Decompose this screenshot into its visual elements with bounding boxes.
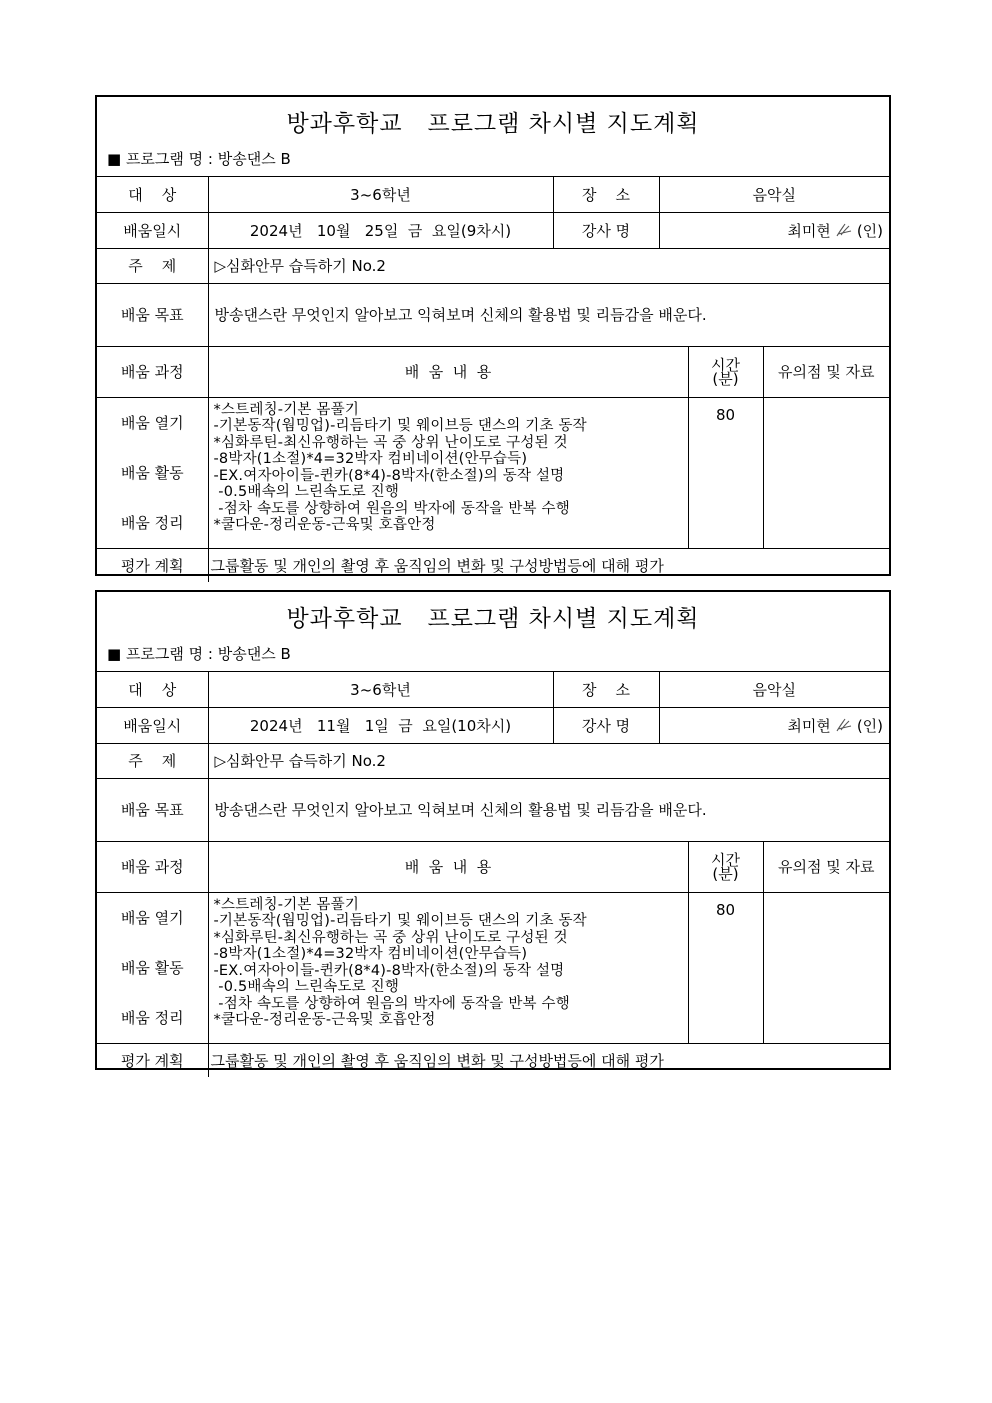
step-close: 배움 정리 [120, 514, 184, 532]
teacher-seal: (인) [856, 221, 884, 240]
time-label-bottom: (분) [712, 369, 739, 388]
content-line: -8박자(1소절)*4=32박자 컴비네이션(안무습득) [213, 946, 528, 962]
plan-title: 방과후학교 프로그램 차시별 지도계획 [286, 606, 700, 632]
place-label: 장 소 [553, 672, 659, 707]
program-name: ■ 프로그램 명 : 방송댄스 B [107, 645, 291, 663]
step-activity: 배움 활동 [120, 959, 184, 977]
goal-label: 배움 목표 [97, 778, 208, 841]
signature-icon [835, 717, 853, 733]
time-value: 80 [688, 397, 763, 548]
time-value: 80 [688, 892, 763, 1043]
place-label: 장 소 [553, 177, 659, 212]
teacher-label: 강사 명 [553, 212, 659, 248]
steps-cell [97, 397, 208, 548]
content-line: *스트레칭-기본 몸풀기 [213, 896, 360, 913]
signature-icon [835, 222, 853, 238]
content-line: -0.5배속의 느린속도로 진행 [213, 484, 400, 500]
content-line: *심화루틴-최신유행하는 곡 중 상위 난이도로 구성된 것 [213, 929, 568, 946]
goal-value: 방송댄스란 무엇인지 알아보고 익혀보며 신체의 활용법 및 리듬감을 배운다. [208, 778, 889, 841]
teacher-name: 최미현 [787, 221, 831, 240]
teacher-seal: (인) [856, 716, 884, 735]
time-label-top: 시간 [711, 850, 740, 869]
step-open: 배움 열기 [120, 909, 184, 927]
steps-cell [97, 892, 208, 1043]
content-label: 배 움 내 용 [208, 841, 688, 892]
content-line: -EX.여자아이들-퀸카(8*4)-8박자(한소절)의 동작 설명 [213, 467, 565, 484]
topic-label: 주 제 [97, 743, 208, 778]
teacher-label: 강사 명 [553, 707, 659, 743]
notes-label: 유의점 및 자료 [763, 346, 889, 397]
content-line: -8박자(1소절)*4=32박자 컴비네이션(안무습득) [213, 451, 528, 467]
step-close: 배움 정리 [120, 1009, 184, 1027]
date-label: 배움일시 [97, 212, 208, 248]
teacher-cell [659, 212, 889, 248]
target-value: 3~6학년 [208, 672, 553, 707]
date-label: 배움일시 [97, 707, 208, 743]
topic-value: ▷심화안무 습득하기 No.2 [208, 743, 889, 778]
date-value: 2024년 11월 1일 금 요일(10차시) [208, 707, 553, 743]
process-label: 배움 과정 [97, 346, 208, 397]
time-label [688, 841, 763, 892]
content-line: -EX.여자아이들-퀸카(8*4)-8박자(한소절)의 동작 설명 [213, 962, 565, 979]
step-activity: 배움 활동 [120, 464, 184, 482]
place-value: 음악실 [659, 177, 889, 212]
content-line: *쿨다운-정리운동-근육및 호흡안정 [213, 517, 436, 533]
process-label: 배움 과정 [97, 841, 208, 892]
content-cell [208, 892, 688, 1043]
content-line: *스트레칭-기본 몸풀기 [213, 401, 360, 418]
time-label-bottom: (분) [712, 864, 739, 883]
target-value: 3~6학년 [208, 177, 553, 212]
notes-value [763, 892, 889, 1043]
content-line: -기본동작(웜밍업)-리듬타기 및 웨이브등 댄스의 기초 동작 [213, 418, 587, 434]
target-label: 대 상 [97, 177, 208, 212]
content-line: -점차 속도를 상향하여 원음의 박자에 동작을 반복 수행 [213, 995, 570, 1012]
topic-value: ▷심화안무 습득하기 No.2 [208, 248, 889, 283]
place-value: 음악실 [659, 672, 889, 707]
time-label [688, 346, 763, 397]
plan-header [97, 97, 889, 177]
date-value: 2024년 10월 25일 금 요일(9차시) [208, 212, 553, 248]
notes-label: 유의점 및 자료 [763, 841, 889, 892]
eval-label: 평가 계획 [97, 1043, 208, 1077]
step-open: 배움 열기 [120, 414, 184, 432]
time-label-top: 시간 [711, 355, 740, 374]
goal-label: 배움 목표 [97, 283, 208, 346]
topic-label: 주 제 [97, 248, 208, 283]
content-cell [208, 397, 688, 548]
teacher-name: 최미현 [787, 716, 831, 735]
eval-label: 평가 계획 [97, 548, 208, 582]
content-line: *쿨다운-정리운동-근육및 호흡안정 [213, 1012, 436, 1028]
content-line: -점차 속도를 상향하여 원음의 박자에 동작을 반복 수행 [213, 500, 570, 517]
notes-value [763, 397, 889, 548]
program-name: ■ 프로그램 명 : 방송댄스 B [107, 150, 291, 168]
content-line: -0.5배속의 느린속도로 진행 [213, 979, 400, 995]
plan-table [97, 672, 889, 1077]
content-label: 배 움 내 용 [208, 346, 688, 397]
lesson-plan-1 [95, 95, 891, 576]
lesson-plan-2 [95, 590, 891, 1070]
eval-value: 그룹활동 및 개인의 촬영 후 움직임의 변화 및 구성방법등에 대해 평가 [208, 1043, 889, 1077]
eval-value: 그룹활동 및 개인의 촬영 후 움직임의 변화 및 구성방법등에 대해 평가 [208, 548, 889, 582]
target-label: 대 상 [97, 672, 208, 707]
goal-value: 방송댄스란 무엇인지 알아보고 익혀보며 신체의 활용법 및 리듬감을 배운다. [208, 283, 889, 346]
teacher-cell [659, 707, 889, 743]
plan-header [97, 592, 889, 672]
plan-title: 방과후학교 프로그램 차시별 지도계획 [286, 111, 700, 137]
plan-table [97, 177, 889, 582]
content-line: *심화루틴-최신유행하는 곡 중 상위 난이도로 구성된 것 [213, 434, 568, 451]
content-line: -기본동작(웜밍업)-리듬타기 및 웨이브등 댄스의 기초 동작 [213, 913, 587, 929]
